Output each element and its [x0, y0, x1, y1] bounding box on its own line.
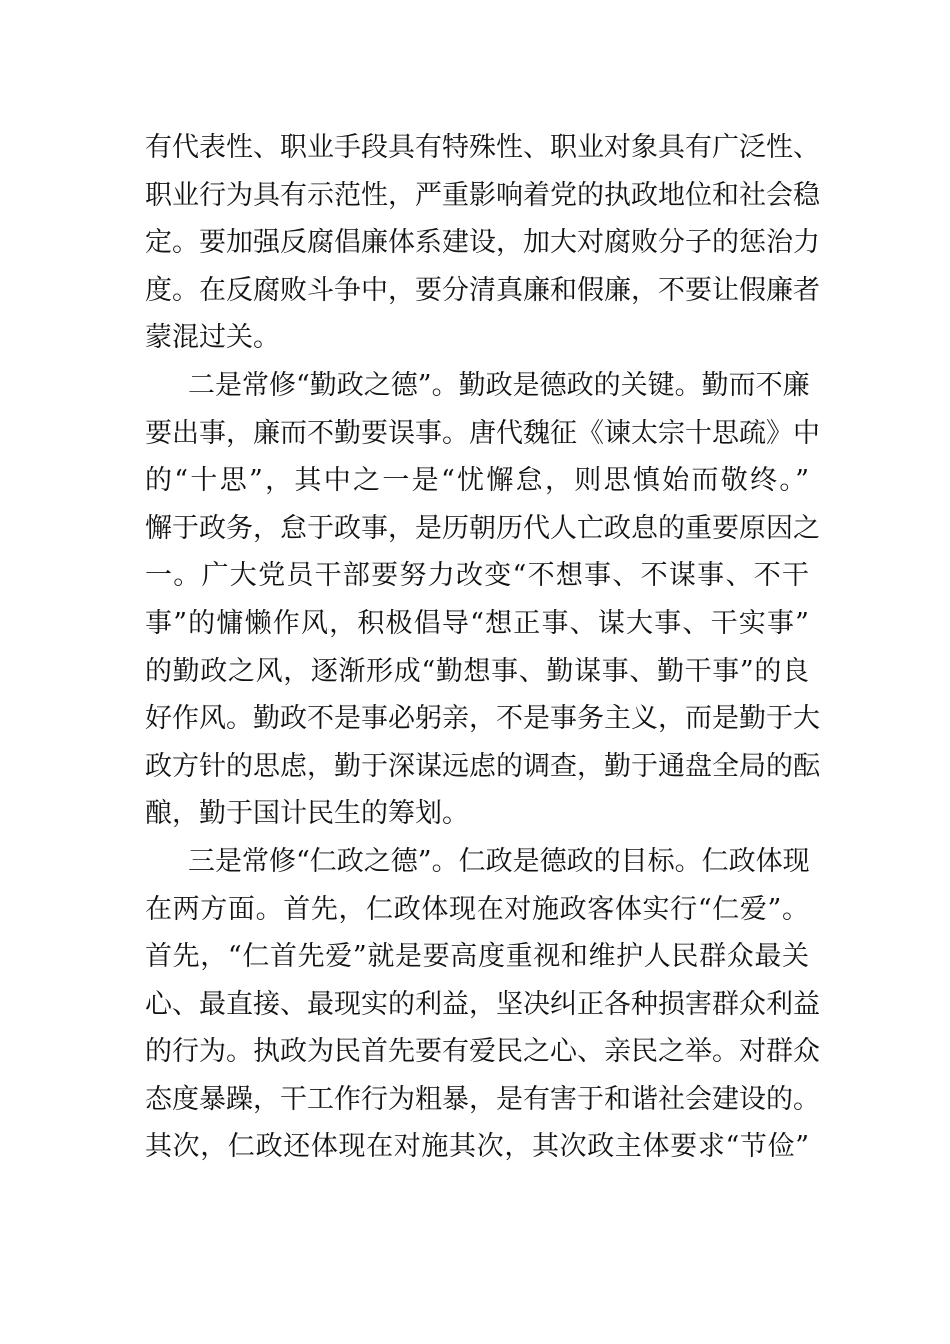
paragraph-line: 心、最直接、最现实的利益，坚决纠正各种损害群众利益 [145, 988, 820, 1020]
paragraph-line: 要出事，廉而不勤要误事。唐代魏征《谏太宗十思疏》中 [145, 417, 820, 449]
paragraph-line: 三是常修“仁政之德”。仁政是德政的目标。仁政体现 [188, 845, 810, 877]
paragraph-line: 有代表性、职业手段具有特殊性、职业对象具有广泛性、 [145, 132, 820, 163]
paragraph-2 [145, 362, 820, 838]
paragraph-line: 的“十思”，其中之一是“忧懈怠，则思慎始而敬终。” [145, 465, 809, 497]
paragraph-line: 一。广大党员干部要努力改变“不想事、不谋事、不干 [145, 560, 809, 592]
paragraph-line: 态度暴躁，干工作行为粗暴，是有害于和谐社会建设的。 [145, 1083, 820, 1115]
paragraph-3 [145, 838, 820, 1171]
paragraph-line: 酿，勤于国计民生的筹划。 [145, 798, 469, 830]
paragraph-line: 在两方面。首先，仁政体现在对施政客体实行“仁爱”。 [145, 893, 809, 925]
paragraph-line: 首先，“仁首先爱”就是要高度重视和维护人民群众最关 [145, 941, 809, 973]
paragraph-line: 蒙混过关。 [145, 322, 280, 354]
paragraph-line: 的勤政之风，逐渐形成“勤想事、勤谋事、勤干事”的良 [145, 655, 809, 687]
paragraph-line: 二是常修“勤政之德”。勤政是德政的关键。勤而不廉 [188, 369, 810, 401]
paragraph-1 [145, 124, 820, 362]
paragraph-line: 事”的慵懒作风，积极倡导“想正事、谋大事、干实事” [145, 607, 809, 639]
paragraph-line: 职业行为具有示范性，严重影响着党的执政地位和社会稳 [145, 179, 820, 211]
paragraph-line: 其次，仁政还体现在对施其次，其次政主体要求“节俭” [145, 1131, 809, 1163]
paragraph-line: 好作风。勤政不是事必躬亲，不是事务主义，而是勤于大 [145, 703, 820, 735]
document-body [145, 124, 820, 1171]
paragraph-line: 懈于政务，怠于政事，是历朝历代人亡政息的重要原因之 [145, 512, 820, 544]
paragraph-line: 的行为。执政为民首先要有爱民之心、亲民之举。对群众 [145, 1036, 820, 1068]
paragraph-line: 政方针的思虑，勤于深谋远虑的调查，勤于通盘全局的酝 [145, 750, 820, 782]
paragraph-line: 定。要加强反腐倡廉体系建设，加大对腐败分子的惩治力 [145, 227, 820, 259]
paragraph-line: 度。在反腐败斗争中，要分清真廉和假廉，不要让假廉者 [145, 274, 820, 306]
